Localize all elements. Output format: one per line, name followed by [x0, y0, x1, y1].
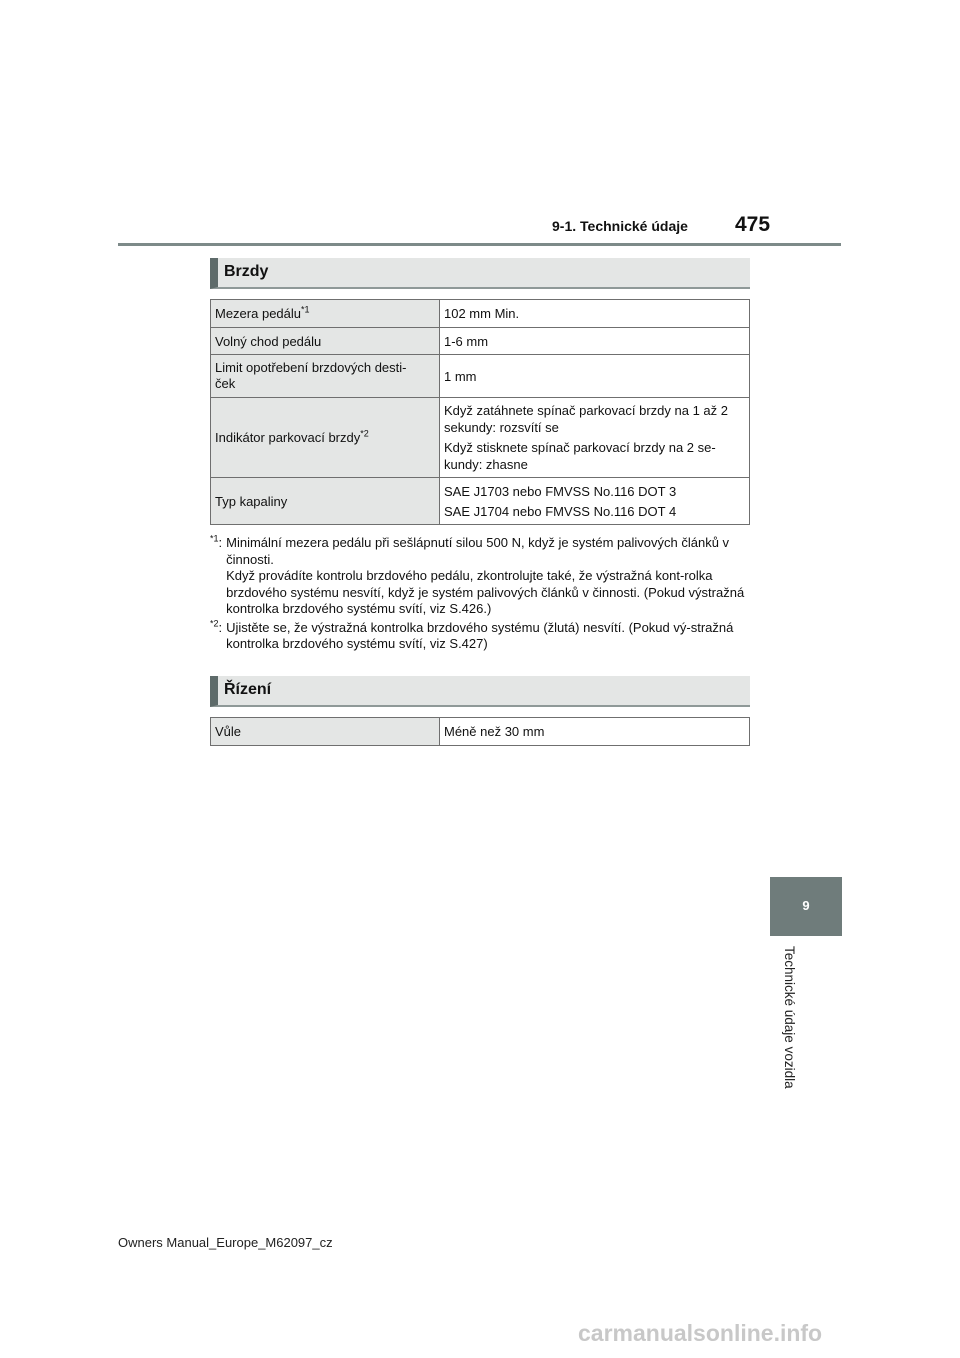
table-cell-value: 102 mm Min. [440, 300, 750, 328]
brakes-heading [210, 258, 750, 289]
table-cell-value: SAE J1703 nebo FMVSS No.116 DOT 3 SAE J1704 nebo FMVSS No.116 DOT 4 [440, 478, 750, 525]
steering-heading [210, 676, 750, 707]
table-row [211, 300, 750, 328]
footnote-mark: *1 [301, 304, 310, 315]
table-cell-label: Indikátor parkovací brzdy$^{*2}$ [211, 398, 440, 478]
chapter-tab[interactable] [770, 877, 842, 936]
brakes-table [210, 299, 750, 525]
table-cell-label: Limit opotřebení brzdových desti- ček [211, 355, 440, 398]
chapter-number: 9 [802, 898, 810, 913]
footnotes [210, 535, 755, 655]
table-row [211, 328, 750, 355]
watermark: carmanualsonline.info [578, 1320, 823, 1346]
table-cell-label: Volný chod pedálu [211, 328, 440, 355]
chapter-title: Technické údaje vozidla [782, 946, 797, 1089]
table-cell-value: Méně než 30 mm [440, 718, 750, 746]
footer-manual-id: Owners Manual_Europe_M62097_cz [118, 1235, 333, 1250]
table-row [211, 355, 750, 398]
table-row [211, 478, 750, 525]
section-title: 9-1. Technické údaje [552, 218, 688, 234]
table-cell-label: Vůle [211, 718, 440, 746]
footnote-1: $^{*1}$: Minimální mezera pedálu při sešlápnutí silou 500 N, když je systém palivových článků v činnosti. Když provádíte kontrolu brzdového pedálu, zkontrolujte také, že výstražná kont-rolka brzdového systému nesvítí, když je systém palivových článků v činnosti. (Pokud výstražná kontrolka brzdového systému svítí, viz S.426.) [210, 533, 745, 616]
table-cell-value: 1-6 mm [440, 328, 750, 355]
page-number: 475 [735, 213, 771, 236]
steering-table [210, 717, 750, 746]
brakes-heading-text: Brzdy [224, 263, 269, 280]
steering-heading-text: Řízení [224, 681, 272, 698]
table-row [211, 718, 750, 746]
table-cell-label: Mezera pedálu$^{*1}$ [211, 300, 440, 328]
footnote-mark: *2 [360, 428, 369, 439]
table-cell-value: 1 mm [440, 355, 750, 398]
header-divider [118, 243, 841, 246]
table-cell-label: Typ kapaliny [211, 478, 440, 525]
table-row [211, 398, 750, 478]
footnote-2: $^{*2}$: Ujistěte se, že výstražná kontrolka brzdového systému (žlutá) nesvítí. (Pokud vý-stražná kontrolka brzdového systému svítí, viz S.427) [210, 618, 734, 651]
table-cell-value: Když zatáhnete spínač parkovací brzdy na 1 až 2 sekundy: rozsvítí se Když stisknete spínač parkovací brzdy na 2 se-kundy: zhasne [440, 398, 750, 478]
